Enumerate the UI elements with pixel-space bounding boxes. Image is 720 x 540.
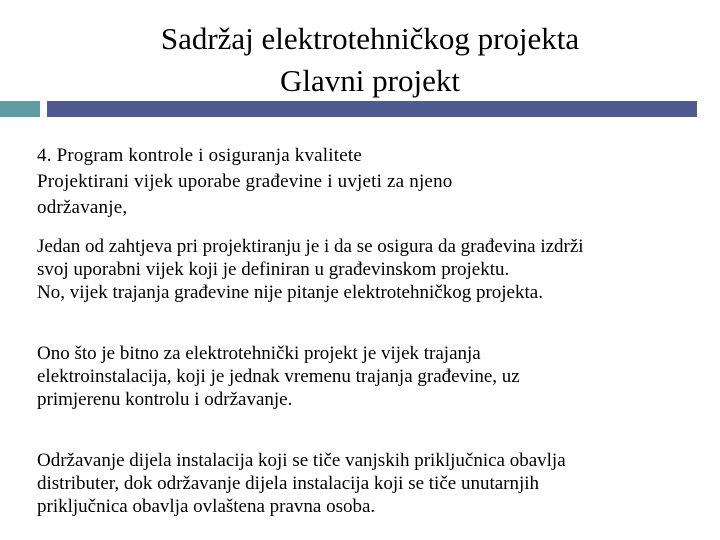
paragraph-line: elektroinstalacija, koji je jednak vremenu trajanja građevine, uz (37, 366, 520, 387)
title-divider-bar (47, 101, 697, 117)
slide-title (0, 18, 720, 102)
paragraph-line: priključnica obavlja ovlaštena pravna osoba. (37, 496, 376, 517)
section-heading (37, 143, 677, 221)
heading-line: održavanje, (37, 197, 128, 218)
paragraph-lifespan (37, 235, 687, 304)
accent-square (0, 101, 40, 117)
paragraph-line: Jedan od zahtjeva pri projektiranju je i da se osigura da građevina izdrži (37, 236, 584, 257)
paragraph-line: primjerenu kontrolu i održavanje. (37, 389, 293, 410)
paragraph-line: Ono što je bitno za elektrotehnički projekt je vijek trajanja (37, 343, 481, 364)
heading-line: Projektirani vijek uporabe građevine i uvjeti za njeno (37, 171, 453, 192)
subtitle-line: Glavni projekt (280, 63, 460, 98)
paragraph-line: No, vijek trajanja građevine nije pitanje elektrotehničkog projekta. (37, 282, 543, 303)
paragraph-line: svoj uporabni vijek koji je definiran u građevinskom projektu. (37, 259, 510, 280)
paragraph-installations (37, 342, 687, 411)
title-line: Sadržaj elektrotehničkog projekta (160, 21, 580, 56)
paragraph-maintenance (37, 449, 687, 518)
paragraph-line: distributer, dok održavanje dijela instalacija koji se tiče unutarnjih (37, 473, 540, 494)
heading-line: 4. Program kontrole i osiguranja kvalitete (37, 145, 362, 166)
paragraph-line: Održavanje dijela instalacija koji se tiče vanjskih priključnica obavlja (37, 450, 566, 471)
